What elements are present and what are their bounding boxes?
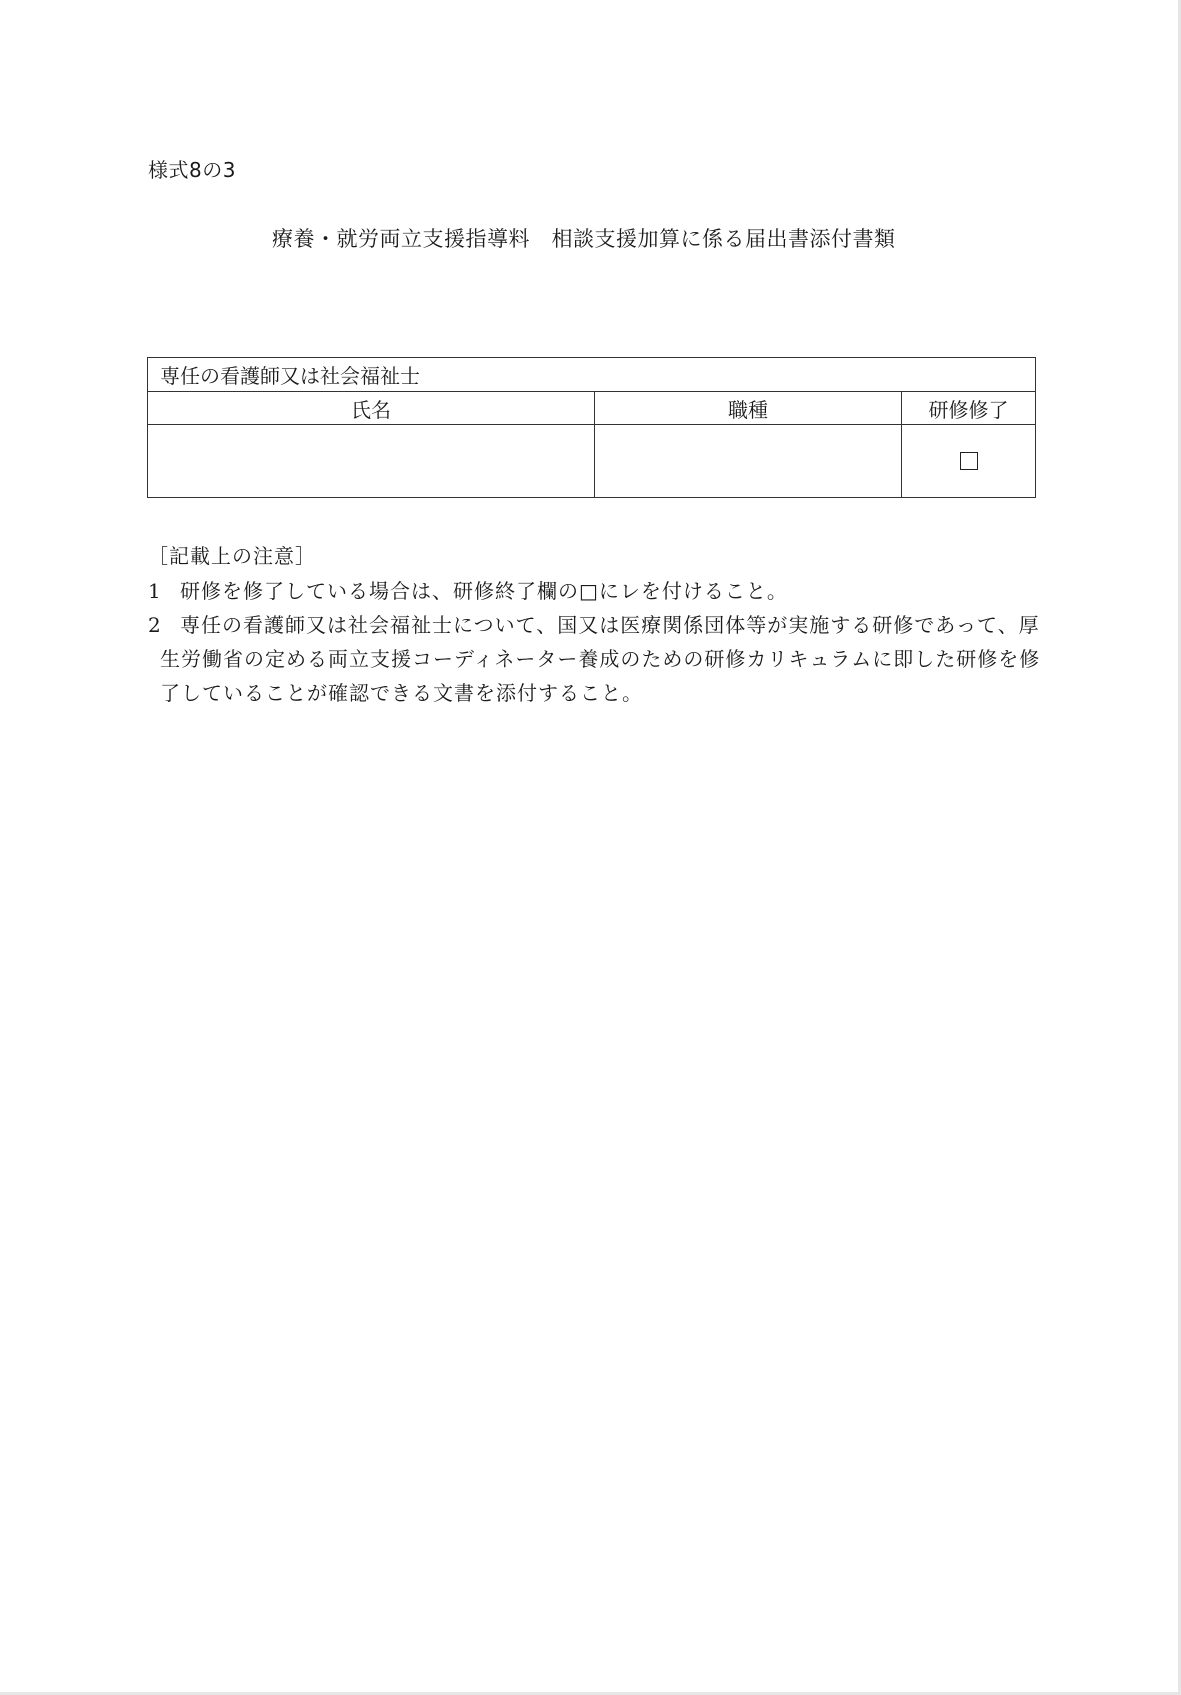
occupation-field[interactable] — [595, 425, 902, 498]
staff-table — [147, 357, 1036, 498]
table-header-row — [148, 392, 1036, 425]
note-text: 専任の看護師又は社会福祉士について、国又は医療関係団体等が実施する研修であって、厚生労働省の定める両立支援コーディネーター養成のための研修カリキュラムに即した研修を修了していることが確認できる文書を添付すること。 — [160, 613, 1041, 705]
name-field[interactable] — [148, 425, 595, 498]
training-completed-checkbox[interactable] — [960, 452, 978, 470]
section-heading: 専任の看護師又は社会福祉士 — [148, 358, 1036, 392]
note-number: 2 — [148, 613, 162, 637]
note-item — [148, 608, 1048, 710]
table-row — [148, 425, 1036, 498]
notes-section — [148, 538, 1048, 710]
table-section-row — [148, 358, 1036, 392]
document-title: 療養・就労両立支援指導料 相談支援加算に係る届出書添付書類 — [272, 227, 896, 251]
form-number: 様式8の3 — [148, 158, 236, 182]
column-header-name: 氏名 — [148, 392, 595, 425]
note-item — [148, 574, 1048, 608]
training-check-cell — [902, 425, 1036, 498]
column-header-occupation: 職種 — [595, 392, 902, 425]
column-header-training: 研修修了 — [902, 392, 1036, 425]
note-text: 研修を修了している場合は、研修終了欄の□にレを付けること。 — [180, 579, 788, 603]
note-number: 1 — [148, 579, 162, 603]
notes-heading: ［記載上の注意］ — [148, 544, 316, 568]
